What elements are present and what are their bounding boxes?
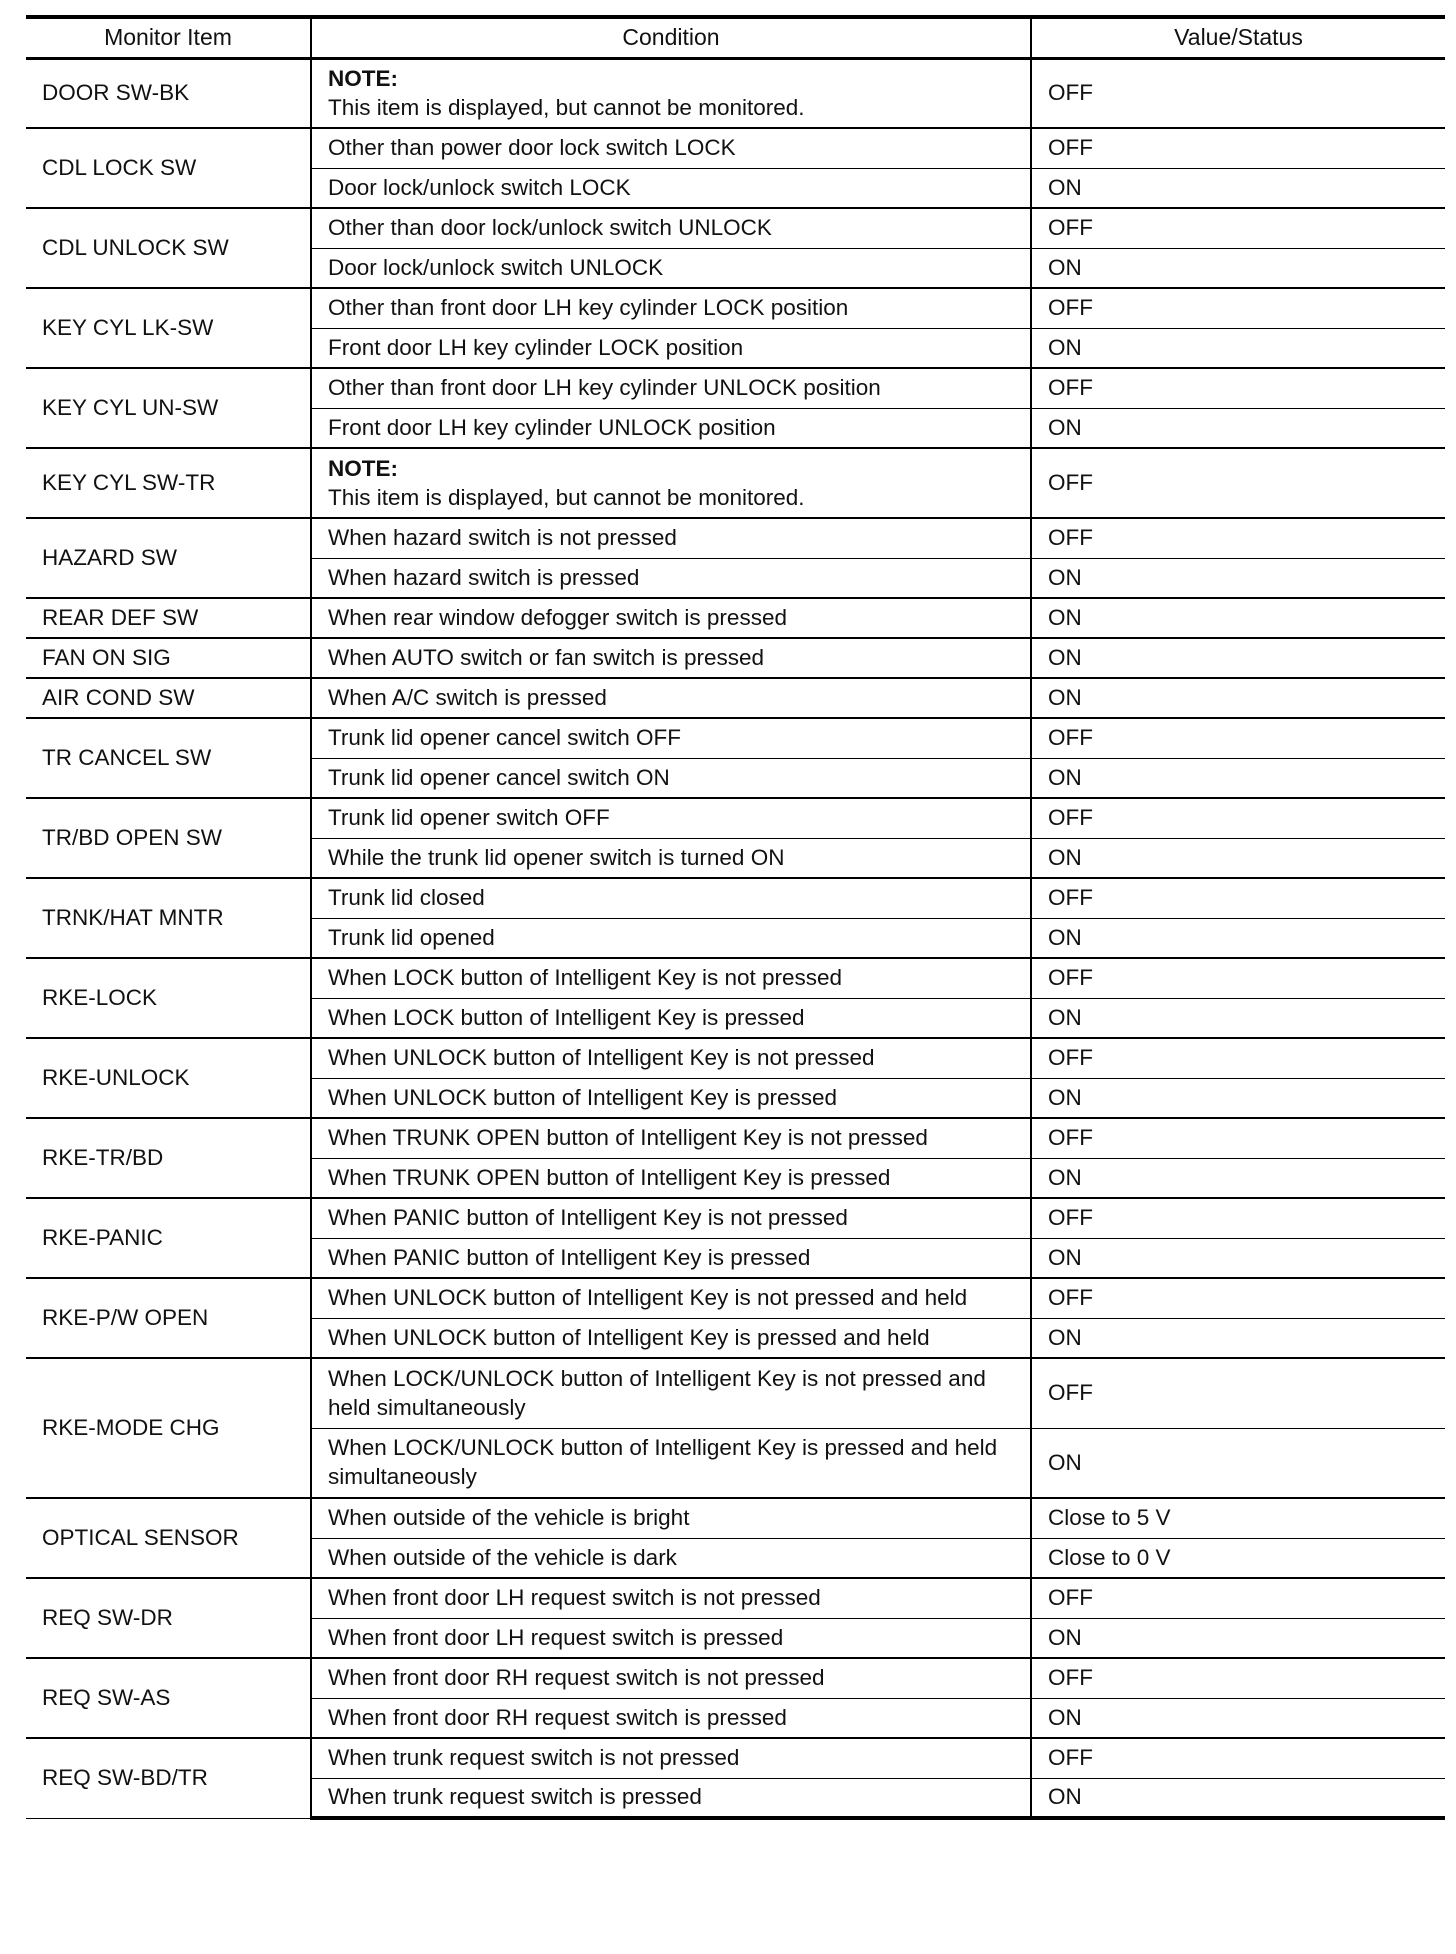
monitor-item-cell: REAR DEF SW xyxy=(26,598,311,638)
table-row xyxy=(26,958,1445,998)
monitor-item-cell: REQ SW-DR xyxy=(26,1578,311,1658)
value-status-cell: OFF xyxy=(1031,958,1445,998)
monitor-item-cell: RKE-PANIC xyxy=(26,1198,311,1278)
condition-cell: Door lock/unlock switch LOCK xyxy=(311,168,1031,208)
condition-cell: When LOCK button of Intelligent Key is pressed xyxy=(311,998,1031,1038)
note-title: NOTE: xyxy=(328,65,398,91)
condition-cell xyxy=(311,58,1031,128)
monitor-item-cell: KEY CYL LK-SW xyxy=(26,288,311,368)
value-status-cell: OFF xyxy=(1031,718,1445,758)
condition-cell: Other than front door LH key cylinder UNLOCK position xyxy=(311,368,1031,408)
monitor-item-cell: RKE-LOCK xyxy=(26,958,311,1038)
table-header-row xyxy=(26,17,1445,58)
value-status-cell: OFF xyxy=(1031,128,1445,168)
condition-cell: Door lock/unlock switch UNLOCK xyxy=(311,248,1031,288)
value-status-header: Value/Status xyxy=(1031,17,1445,58)
value-status-cell: ON xyxy=(1031,1778,1445,1818)
table-row xyxy=(26,58,1445,128)
condition-cell: When outside of the vehicle is bright xyxy=(311,1498,1031,1538)
condition-header: Condition xyxy=(311,17,1031,58)
value-status-cell: ON xyxy=(1031,1618,1445,1658)
monitor-item-cell: RKE-TR/BD xyxy=(26,1118,311,1198)
table-row xyxy=(26,598,1445,638)
table-row xyxy=(26,718,1445,758)
monitor-item-cell: CDL LOCK SW xyxy=(26,128,311,208)
value-status-cell: OFF xyxy=(1031,58,1445,128)
condition-cell: When UNLOCK button of Intelligent Key is pressed and held xyxy=(311,1318,1031,1358)
value-status-cell: ON xyxy=(1031,1318,1445,1358)
condition-cell: Trunk lid opener cancel switch OFF xyxy=(311,718,1031,758)
value-status-cell: OFF xyxy=(1031,288,1445,328)
condition-cell: When front door RH request switch is not pressed xyxy=(311,1658,1031,1698)
table-row xyxy=(26,208,1445,248)
value-status-cell: OFF xyxy=(1031,878,1445,918)
table-row xyxy=(26,128,1445,168)
value-status-cell: ON xyxy=(1031,1238,1445,1278)
value-status-cell: OFF xyxy=(1031,208,1445,248)
value-status-cell: ON xyxy=(1031,168,1445,208)
monitor-item-cell: REQ SW-AS xyxy=(26,1658,311,1738)
monitor-item-cell: HAZARD SW xyxy=(26,518,311,598)
monitor-item-header: Monitor Item xyxy=(26,17,311,58)
value-status-cell: OFF xyxy=(1031,798,1445,838)
value-status-cell: ON xyxy=(1031,1428,1445,1498)
value-status-cell: OFF xyxy=(1031,518,1445,558)
note-text: This item is displayed, but cannot be monitored. xyxy=(328,94,805,120)
monitor-item-cell: KEY CYL SW-TR xyxy=(26,448,311,518)
monitor-item-cell: TRNK/HAT MNTR xyxy=(26,878,311,958)
value-status-cell: OFF xyxy=(1031,448,1445,518)
monitor-item-cell: KEY CYL UN-SW xyxy=(26,368,311,448)
table-row xyxy=(26,288,1445,328)
value-status-cell: OFF xyxy=(1031,1278,1445,1318)
condition-cell: When LOCK/UNLOCK button of Intelligent Key is not pressed and held simultaneously xyxy=(311,1358,1031,1428)
table-row xyxy=(26,1278,1445,1318)
monitor-item-cell: DOOR SW-BK xyxy=(26,58,311,128)
value-status-cell: ON xyxy=(1031,678,1445,718)
table-row xyxy=(26,518,1445,558)
monitor-item-cell: REQ SW-BD/TR xyxy=(26,1738,311,1818)
table-row xyxy=(26,1038,1445,1078)
monitor-item-cell: AIR COND SW xyxy=(26,678,311,718)
value-status-cell: Close to 0 V xyxy=(1031,1538,1445,1578)
table-row xyxy=(26,638,1445,678)
condition-cell: Front door LH key cylinder UNLOCK position xyxy=(311,408,1031,448)
value-status-cell: ON xyxy=(1031,248,1445,288)
monitor-item-cell: RKE-P/W OPEN xyxy=(26,1278,311,1358)
note-title: NOTE: xyxy=(328,455,398,481)
condition-cell: When front door LH request switch is pressed xyxy=(311,1618,1031,1658)
table-row xyxy=(26,1578,1445,1618)
condition-cell: When UNLOCK button of Intelligent Key is not pressed and held xyxy=(311,1278,1031,1318)
table-row xyxy=(26,678,1445,718)
condition-cell: When trunk request switch is pressed xyxy=(311,1778,1031,1818)
condition-cell: While the trunk lid opener switch is turned ON xyxy=(311,838,1031,878)
condition-cell: When A/C switch is pressed xyxy=(311,678,1031,718)
condition-cell: Other than door lock/unlock switch UNLOCK xyxy=(311,208,1031,248)
value-status-cell: ON xyxy=(1031,918,1445,958)
condition-cell: Trunk lid closed xyxy=(311,878,1031,918)
table-row xyxy=(26,1658,1445,1698)
condition-cell: When rear window defogger switch is pressed xyxy=(311,598,1031,638)
value-status-cell: OFF xyxy=(1031,368,1445,408)
monitor-item-cell: FAN ON SIG xyxy=(26,638,311,678)
condition-cell: Trunk lid opener cancel switch ON xyxy=(311,758,1031,798)
value-status-cell: ON xyxy=(1031,558,1445,598)
condition-cell: When UNLOCK button of Intelligent Key is not pressed xyxy=(311,1038,1031,1078)
condition-cell: When UNLOCK button of Intelligent Key is pressed xyxy=(311,1078,1031,1118)
monitor-item-table xyxy=(26,15,1445,1820)
value-status-cell: OFF xyxy=(1031,1198,1445,1238)
table-row xyxy=(26,1358,1445,1428)
monitor-item-cell: RKE-UNLOCK xyxy=(26,1038,311,1118)
value-status-cell: OFF xyxy=(1031,1578,1445,1618)
table-row xyxy=(26,1118,1445,1158)
condition-cell: When TRUNK OPEN button of Intelligent Key is not pressed xyxy=(311,1118,1031,1158)
value-status-cell: ON xyxy=(1031,838,1445,878)
value-status-cell: OFF xyxy=(1031,1118,1445,1158)
table-row xyxy=(26,1738,1445,1778)
value-status-cell: ON xyxy=(1031,1158,1445,1198)
condition-cell: When front door LH request switch is not pressed xyxy=(311,1578,1031,1618)
condition-cell: When LOCK button of Intelligent Key is not pressed xyxy=(311,958,1031,998)
monitor-item-cell: TR CANCEL SW xyxy=(26,718,311,798)
value-status-cell: ON xyxy=(1031,638,1445,678)
value-status-cell: ON xyxy=(1031,598,1445,638)
condition-cell: When trunk request switch is not pressed xyxy=(311,1738,1031,1778)
value-status-cell: Close to 5 V xyxy=(1031,1498,1445,1538)
condition-cell: When front door RH request switch is pressed xyxy=(311,1698,1031,1738)
table-body xyxy=(26,58,1445,1818)
value-status-cell: OFF xyxy=(1031,1358,1445,1428)
table-row xyxy=(26,1198,1445,1238)
condition-cell: When AUTO switch or fan switch is pressed xyxy=(311,638,1031,678)
note-text: This item is displayed, but cannot be monitored. xyxy=(328,484,805,510)
value-status-cell: OFF xyxy=(1031,1658,1445,1698)
condition-cell: When PANIC button of Intelligent Key is not pressed xyxy=(311,1198,1031,1238)
condition-cell: When hazard switch is pressed xyxy=(311,558,1031,598)
value-status-cell: ON xyxy=(1031,328,1445,368)
condition-cell: Other than power door lock switch LOCK xyxy=(311,128,1031,168)
table-row xyxy=(26,448,1445,518)
value-status-cell: ON xyxy=(1031,758,1445,798)
condition-cell xyxy=(311,448,1031,518)
condition-cell: Other than front door LH key cylinder LOCK position xyxy=(311,288,1031,328)
table-row xyxy=(26,368,1445,408)
monitor-item-cell: RKE-MODE CHG xyxy=(26,1358,311,1498)
condition-cell: When TRUNK OPEN button of Intelligent Key is pressed xyxy=(311,1158,1031,1198)
condition-cell: When PANIC button of Intelligent Key is pressed xyxy=(311,1238,1031,1278)
monitor-item-cell: OPTICAL SENSOR xyxy=(26,1498,311,1578)
value-status-cell: ON xyxy=(1031,998,1445,1038)
condition-cell: Front door LH key cylinder LOCK position xyxy=(311,328,1031,368)
value-status-cell: ON xyxy=(1031,1078,1445,1118)
value-status-cell: ON xyxy=(1031,408,1445,448)
table-row xyxy=(26,1498,1445,1538)
condition-cell: Trunk lid opener switch OFF xyxy=(311,798,1031,838)
value-status-cell: OFF xyxy=(1031,1038,1445,1078)
table-row xyxy=(26,878,1445,918)
value-status-cell: ON xyxy=(1031,1698,1445,1738)
condition-cell: When LOCK/UNLOCK button of Intelligent Key is pressed and held simultaneously xyxy=(311,1428,1031,1498)
monitor-item-cell: TR/BD OPEN SW xyxy=(26,798,311,878)
condition-cell: When outside of the vehicle is dark xyxy=(311,1538,1031,1578)
condition-cell: When hazard switch is not pressed xyxy=(311,518,1031,558)
monitor-item-cell: CDL UNLOCK SW xyxy=(26,208,311,288)
condition-cell: Trunk lid opened xyxy=(311,918,1031,958)
value-status-cell: OFF xyxy=(1031,1738,1445,1778)
table-row xyxy=(26,798,1445,838)
